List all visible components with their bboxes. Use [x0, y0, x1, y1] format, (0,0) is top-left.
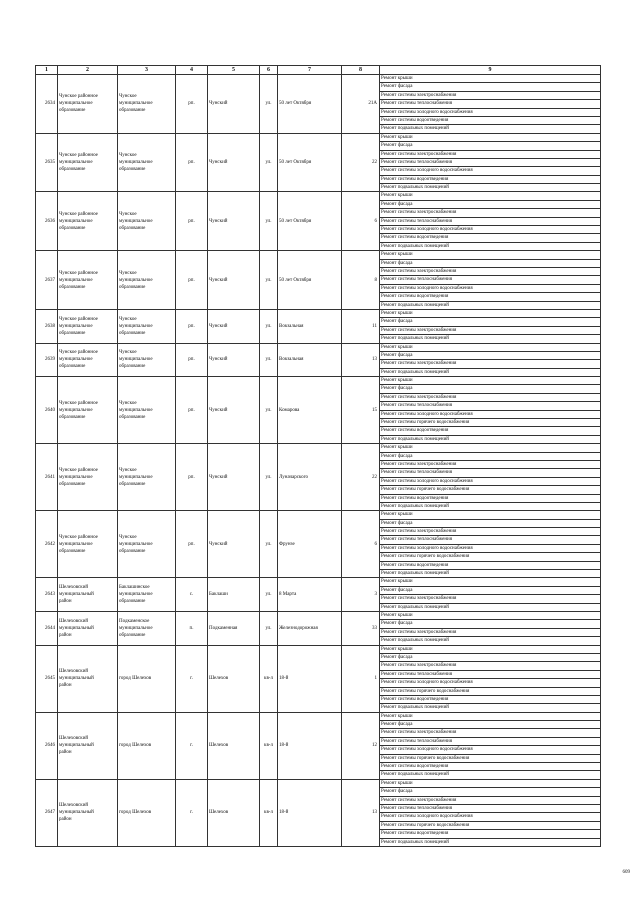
works-list-cell [380, 578, 601, 612]
settlement-cell: Шелехов [208, 779, 260, 846]
work-item: Ремонт системы теплоснабжения [380, 738, 600, 746]
work-item: Ремонт крыши [380, 134, 600, 142]
works-list-cell [380, 133, 601, 192]
work-item: Ремонт системы холодного водоснабжения [380, 285, 600, 293]
settlement-cell: Чунский [208, 309, 260, 343]
district-cell: Шелеховский муниципальный район [58, 612, 118, 646]
work-item: Ремонт крыши [380, 192, 600, 200]
settlement-type-cell: рп. [176, 192, 208, 251]
street-type-cell: ул. [260, 578, 278, 612]
table-row [36, 779, 601, 846]
work-item: Ремонт системы водоотведения [380, 176, 600, 184]
settlement-cell: Подкаменная [208, 612, 260, 646]
street-type-cell: ул. [260, 75, 278, 134]
work-item: Ремонт фасада [380, 352, 600, 360]
district-cell: Чунское районное муниципальное образование [58, 133, 118, 192]
settlement-cell: Чунский [208, 75, 260, 134]
settlement-type-cell: с. [176, 578, 208, 612]
street-type-cell: кв-л [260, 645, 278, 712]
work-item: Ремонт системы теплоснабжения [380, 469, 600, 477]
work-item: Ремонт фасада [380, 520, 600, 528]
table-row [36, 309, 601, 343]
street-cell: 18-й [278, 645, 342, 712]
row-number-cell: 2634 [36, 75, 58, 134]
district-cell: Шелеховский муниципальный район [58, 578, 118, 612]
work-item: Ремонт системы холодного водоснабжения [380, 478, 600, 486]
work-item: Ремонт системы электроснабжения [380, 729, 600, 737]
table-row [36, 712, 601, 779]
street-type-cell: ул. [260, 511, 278, 578]
district-cell: Чунское районное муниципальное образование [58, 309, 118, 343]
work-item: Ремонт фасада [380, 788, 600, 796]
column-header: 8 [342, 66, 380, 75]
street-cell: 50 лет Октября [278, 75, 342, 134]
settlement-type-cell: рп. [176, 377, 208, 444]
municipality-cell: Чунское муниципальное образование [118, 75, 176, 134]
column-header: 4 [176, 66, 208, 75]
work-item: Ремонт крыши [380, 310, 600, 318]
table-row [36, 578, 601, 612]
table-row [36, 75, 601, 134]
district-cell: Чунское районное муниципальное образование [58, 192, 118, 251]
works-list-cell [380, 444, 601, 511]
work-item: Ремонт подвальных помещений [381, 243, 449, 249]
settlement-type-cell: рп. [176, 75, 208, 134]
settlement-cell: Шелехов [208, 712, 260, 779]
work-item: Ремонт системы холодного водоснабжения [380, 411, 600, 419]
street-cell: 18-й [278, 712, 342, 779]
row-number-cell: 2636 [36, 192, 58, 251]
settlement-cell: Чунский [208, 251, 260, 310]
works-list-cell [380, 309, 601, 343]
street-type-cell: ул. [260, 251, 278, 310]
municipality-cell: Чунское муниципальное образование [118, 133, 176, 192]
work-item: Ремонт системы водоотведения [380, 293, 600, 301]
district-cell: Шелеховский муниципальный район [58, 712, 118, 779]
table-row [36, 645, 601, 712]
municipality-cell: Чунское муниципальное образование [118, 444, 176, 511]
column-header: 2 [58, 66, 118, 75]
municipality-cell: Чунское муниципальное образование [118, 192, 176, 251]
district-cell: Шелеховский муниципальный район [58, 779, 118, 846]
repair-program-table [35, 65, 601, 847]
municipality-cell: Чунское муниципальное образование [118, 343, 176, 377]
district-cell: Чунское районное муниципальное образование [58, 377, 118, 444]
work-item: Ремонт крыши [380, 344, 600, 352]
work-item: Ремонт системы электроснабжения [380, 595, 600, 603]
works-list-cell [380, 645, 601, 712]
work-item: Ремонт подвальных помещений [381, 604, 449, 610]
street-cell: 18-й [278, 779, 342, 846]
municipality-cell: Чунское муниципальное образование [118, 511, 176, 578]
work-item: Ремонт системы электроснабжения [380, 209, 600, 217]
work-item: Ремонт системы теплоснабжения [380, 100, 600, 108]
municipality-cell: Подкаменское муниципальное образование [118, 612, 176, 646]
street-cell: Луначарского [278, 444, 342, 511]
work-item: Ремонт системы теплоснабжения [380, 402, 600, 410]
settlement-cell: Шелехов [208, 645, 260, 712]
street-cell: 50 лет Октября [278, 251, 342, 310]
work-item: Ремонт крыши [380, 780, 600, 788]
house-number-cell: 1 [342, 645, 380, 712]
work-item: Ремонт системы электроснабжения [380, 360, 600, 368]
row-number-cell: 2645 [36, 645, 58, 712]
work-item: Ремонт системы теплоснабжения [380, 671, 600, 679]
work-item: Ремонт системы теплоснабжения [380, 536, 600, 544]
column-header: 9 [380, 66, 601, 75]
work-item: Ремонт подвальных помещений [381, 638, 449, 644]
work-item: Ремонт крыши [380, 444, 600, 452]
column-header: 3 [118, 66, 176, 75]
street-cell: 8 Марта [278, 578, 342, 612]
district-cell: Чунское районное муниципальное образование [58, 251, 118, 310]
table-header-row [36, 66, 601, 75]
work-item: Ремонт системы водоотведения [380, 830, 600, 838]
street-type-cell: кв-л [260, 779, 278, 846]
work-item: Ремонт системы теплоснабжения [380, 276, 600, 284]
table-row [36, 612, 601, 646]
work-item: Ремонт подвальных помещений [381, 839, 449, 845]
house-number-cell: 22 [342, 444, 380, 511]
work-item: Ремонт системы водоотведения [380, 696, 600, 704]
settlement-type-cell: рп. [176, 444, 208, 511]
settlement-cell: Чунский [208, 133, 260, 192]
work-item: Ремонт системы холодного водоснабжения [380, 679, 600, 687]
work-item: Ремонт крыши [380, 377, 600, 385]
row-number-cell: 2635 [36, 133, 58, 192]
work-item: Ремонт системы горячего водоснабжения [380, 419, 600, 427]
work-item: Ремонт системы горячего водоснабжения [380, 553, 600, 561]
work-item: Ремонт системы водоотведения [380, 562, 600, 570]
work-item: Ремонт системы холодного водоснабжения [380, 109, 600, 117]
work-item: Ремонт системы холодного водоснабжения [380, 545, 600, 553]
settlement-cell: Чунский [208, 511, 260, 578]
work-item: Ремонт крыши [380, 713, 600, 721]
work-item: Ремонт подвальных помещений [381, 705, 449, 711]
work-item: Ремонт системы электроснабжения [380, 394, 600, 402]
municipality-cell: город Шелехов [118, 779, 176, 846]
street-type-cell: ул. [260, 133, 278, 192]
work-item: Ремонт системы электроснабжения [380, 629, 600, 637]
settlement-cell: Чунский [208, 377, 260, 444]
settlement-type-cell: рп. [176, 343, 208, 377]
work-item: Ремонт крыши [380, 75, 600, 83]
works-list-cell [380, 712, 601, 779]
table-row [36, 511, 601, 578]
work-item: Ремонт подвальных помещений [381, 336, 449, 342]
street-type-cell: ул. [260, 377, 278, 444]
work-item: Ремонт системы электроснабжения [380, 528, 600, 536]
row-number-cell: 2641 [36, 444, 58, 511]
street-type-cell: ул. [260, 309, 278, 343]
house-number-cell: 33 [342, 612, 380, 646]
work-item: Ремонт системы электроснабжения [380, 92, 600, 100]
works-list-cell [380, 192, 601, 251]
work-item: Ремонт фасада [380, 587, 600, 595]
house-number-cell: 13 [342, 343, 380, 377]
street-cell: Железнодорожная [278, 612, 342, 646]
work-item: Ремонт системы холодного водоснабжения [380, 226, 600, 234]
row-number-cell: 2642 [36, 511, 58, 578]
work-item: Ремонт фасада [380, 453, 600, 461]
district-cell: Чунское районное муниципальное образование [58, 343, 118, 377]
work-item: Ремонт подвальных помещений [381, 436, 449, 442]
settlement-type-cell: рп. [176, 309, 208, 343]
house-number-cell: 11 [342, 309, 380, 343]
district-cell: Чунское районное муниципальное образование [58, 75, 118, 134]
work-item: Ремонт системы электроснабжения [380, 461, 600, 469]
street-cell: 50 лет Октября [278, 133, 342, 192]
work-item: Ремонт подвальных помещений [381, 503, 449, 509]
row-number-cell: 2640 [36, 377, 58, 444]
district-cell: Чунское районное муниципальное образование [58, 511, 118, 578]
house-number-cell: 3 [342, 578, 380, 612]
house-number-cell: 8 [342, 251, 380, 310]
street-cell: 50 лет Октября [278, 192, 342, 251]
works-list-cell [380, 377, 601, 444]
work-item: Ремонт системы водоотведения [380, 234, 600, 242]
work-item: Ремонт системы холодного водоснабжения [380, 813, 600, 821]
settlement-type-cell: г. [176, 645, 208, 712]
column-header: 5 [208, 66, 260, 75]
settlement-type-cell: г. [176, 779, 208, 846]
settlement-type-cell: рп. [176, 511, 208, 578]
street-cell: Комарова [278, 377, 342, 444]
work-item: Ремонт фасада [380, 318, 600, 326]
work-item: Ремонт фасада [380, 654, 600, 662]
works-list-cell [380, 779, 601, 846]
settlement-cell: Баклаши [208, 578, 260, 612]
table-row [36, 251, 601, 310]
work-item: Ремонт фасада [380, 620, 600, 628]
street-cell: Вокзальная [278, 309, 342, 343]
work-item: Ремонт крыши [380, 578, 600, 586]
work-item: Ремонт системы электроснабжения [380, 151, 600, 159]
work-item: Ремонт подвальных помещений [381, 369, 449, 375]
work-item: Ремонт фасада [380, 83, 600, 91]
work-item: Ремонт системы горячего водоснабжения [380, 822, 600, 830]
district-cell: Чунское районное муниципальное образование [58, 444, 118, 511]
work-item: Ремонт системы водоотведения [380, 495, 600, 503]
settlement-type-cell: рп. [176, 133, 208, 192]
row-number-cell: 2643 [36, 578, 58, 612]
work-item: Ремонт фасада [380, 385, 600, 393]
settlement-cell: Чунский [208, 192, 260, 251]
work-item: Ремонт системы теплоснабжения [380, 218, 600, 226]
settlement-type-cell: г. [176, 712, 208, 779]
work-item: Ремонт системы горячего водоснабжения [380, 688, 600, 696]
work-item: Ремонт системы водоотведения [380, 763, 600, 771]
house-number-cell: 12 [342, 712, 380, 779]
house-number-cell: 6 [342, 192, 380, 251]
work-item: Ремонт системы электроснабжения [380, 797, 600, 805]
works-list-cell [380, 511, 601, 578]
municipality-cell: Чунское муниципальное образование [118, 251, 176, 310]
table-row [36, 343, 601, 377]
table-row [36, 377, 601, 444]
works-list-cell [380, 251, 601, 310]
works-list-cell [380, 612, 601, 646]
district-cell: Шелеховский муниципальный район [58, 645, 118, 712]
work-item: Ремонт подвальных помещений [381, 126, 449, 132]
municipality-cell: Чунское муниципальное образование [118, 309, 176, 343]
settlement-cell: Чунский [208, 343, 260, 377]
work-item: Ремонт крыши [380, 646, 600, 654]
work-item: Ремонт системы электроснабжения [380, 662, 600, 670]
row-number-cell: 2637 [36, 251, 58, 310]
row-number-cell: 2646 [36, 712, 58, 779]
street-cell: Фрунзе [278, 511, 342, 578]
work-item: Ремонт подвальных помещений [381, 772, 449, 778]
street-type-cell: ул. [260, 192, 278, 251]
works-list-cell [380, 75, 601, 134]
work-item: Ремонт подвальных помещений [381, 571, 449, 577]
street-cell: Вокзальная [278, 343, 342, 377]
work-item: Ремонт подвальных помещений [381, 185, 449, 191]
work-item: Ремонт системы горячего водоснабжения [380, 486, 600, 494]
municipality-cell: Чунское муниципальное образование [118, 377, 176, 444]
street-type-cell: ул. [260, 343, 278, 377]
house-number-cell: 6 [342, 511, 380, 578]
street-type-cell: ул. [260, 612, 278, 646]
house-number-cell: 15 [342, 377, 380, 444]
table-row [36, 444, 601, 511]
column-header: 7 [278, 66, 342, 75]
work-item: Ремонт системы холодного водоснабжения [380, 746, 600, 754]
street-type-cell: кв-л [260, 712, 278, 779]
work-item: Ремонт системы водоотведения [380, 427, 600, 435]
house-number-cell: 21А [342, 75, 380, 134]
house-number-cell: 22 [342, 133, 380, 192]
work-item: Ремонт системы теплоснабжения [380, 805, 600, 813]
settlement-cell: Чунский [208, 444, 260, 511]
work-item: Ремонт системы теплоснабжения [380, 159, 600, 167]
row-number-cell: 2644 [36, 612, 58, 646]
work-item: Ремонт фасада [380, 201, 600, 209]
work-item: Ремонт системы водоотведения [380, 117, 600, 125]
work-item: Ремонт фасада [380, 721, 600, 729]
row-number-cell: 2639 [36, 343, 58, 377]
municipality-cell: город Шелехов [118, 712, 176, 779]
work-item: Ремонт системы холодного водоснабжения [380, 167, 600, 175]
work-item: Ремонт крыши [380, 251, 600, 259]
work-item: Ремонт фасада [380, 142, 600, 150]
municipality-cell: город Шелехов [118, 645, 176, 712]
table-row [36, 133, 601, 192]
work-item: Ремонт фасада [380, 260, 600, 268]
house-number-cell: 13 [342, 779, 380, 846]
settlement-type-cell: п. [176, 612, 208, 646]
work-item: Ремонт системы электроснабжения [380, 268, 600, 276]
work-item: Ремонт подвальных помещений [381, 302, 449, 308]
work-item: Ремонт системы электроснабжения [380, 327, 600, 335]
works-list-cell [380, 343, 601, 377]
municipality-cell: Баклашинское муниципальное образование [118, 578, 176, 612]
row-number-cell: 2647 [36, 779, 58, 846]
settlement-type-cell: рп. [176, 251, 208, 310]
row-number-cell: 2638 [36, 309, 58, 343]
page-number: 609 [622, 870, 630, 875]
column-header: 6 [260, 66, 278, 75]
work-item: Ремонт крыши [380, 511, 600, 519]
work-item: Ремонт системы горячего водоснабжения [380, 755, 600, 763]
work-item: Ремонт крыши [380, 612, 600, 620]
table-row [36, 192, 601, 251]
street-type-cell: ул. [260, 444, 278, 511]
column-header: 1 [36, 66, 58, 75]
